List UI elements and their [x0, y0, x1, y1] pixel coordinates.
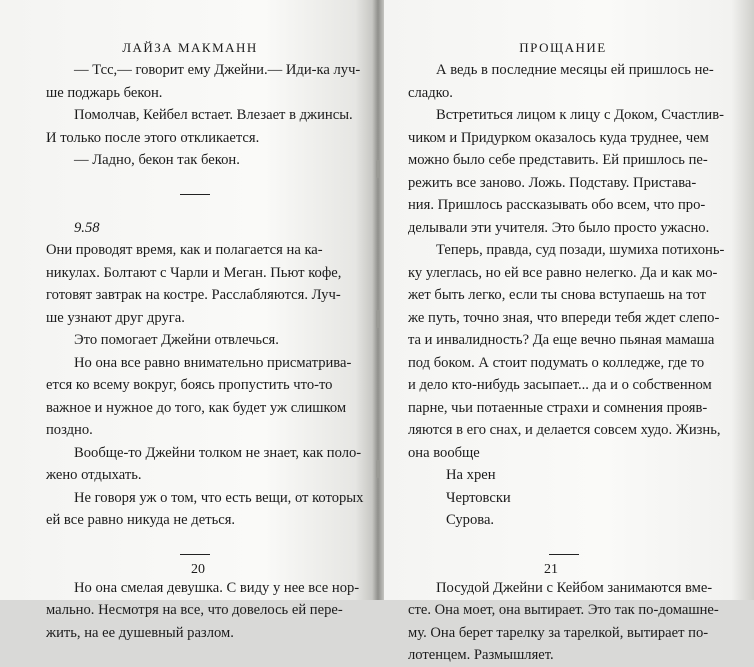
- left-page-body: [46, 59, 364, 644]
- page-number: 21: [544, 562, 558, 577]
- binding-stitch: [376, 310, 380, 328]
- poem-line: Сурова.: [446, 512, 495, 528]
- running-head-author: ЛАЙЗА МАКМАНН: [122, 40, 258, 55]
- text-line: ку улеглась, но ей все равно нелегко. Да и как мо-: [408, 264, 718, 281]
- text-line: Не говоря уж о том, что есть вещи, от которых: [74, 489, 364, 506]
- book-spine-gutter: [372, 0, 384, 600]
- text-line: поздно.: [46, 422, 93, 438]
- text-line: же путь, точно зная, что впереди тебя ждет слепо-: [408, 309, 720, 326]
- text-line: сладко.: [408, 84, 453, 101]
- text-line: делывали эти учителя. Это было просто ужасно.: [408, 219, 710, 236]
- page-number: 20: [191, 562, 205, 577]
- left-page: [0, 0, 378, 641]
- text-line: под боком. А стоит подумать о колледже, где то: [408, 354, 705, 371]
- text-line: Помолчав, Кейбел встает. Влезает в джинсы.: [74, 107, 353, 123]
- text-line: и дело кто-нибудь засыпает... да и о собственном: [408, 377, 712, 393]
- text-line: А ведь в последние месяцы ей пришлось не-: [436, 62, 714, 78]
- text-line: важное и нужное до того, как будет уж слишком: [46, 399, 347, 416]
- text-line: Это помогает Джейни отвлечься.: [74, 332, 279, 348]
- text-line: Они проводят время, как и полагается на ка-: [46, 242, 323, 258]
- binding-stitch: [376, 160, 380, 178]
- text-line: — Ладно, бекон так бекон.: [74, 152, 240, 168]
- text-line: ляются в его снах, и делается совсем худо. Жизнь,: [408, 422, 721, 438]
- text-line: Но она все равно внимательно присматрива-: [74, 354, 352, 371]
- text-line: никулах. Болтают с Чарли и Меган. Пьют кофе,: [46, 264, 342, 281]
- text-line: можно было себе представить. Ей пришлось пе-: [408, 152, 708, 168]
- text-line: Посудой Джейни с Кейбом занимаются вме-: [436, 579, 713, 596]
- text-line: Теперь, правда, суд позади, шумиха потихонь-: [436, 242, 725, 258]
- text-line: жено отдыхать.: [46, 467, 142, 483]
- text-line: жить, на ее душевный разлом.: [46, 624, 234, 641]
- text-line: лотенцем. Размышляет.: [408, 647, 554, 663]
- text-line: ния. Пришлось рассказывать обо всем, что про-: [408, 197, 706, 213]
- text-line: ется ко всему вокруг, боясь пропустить что-то: [46, 377, 333, 393]
- text-line: Но она смелая девушка. С виду у нее все нор-: [74, 579, 360, 596]
- text-line: му. Она берет тарелку за тарелкой, вытирает по-: [408, 624, 709, 641]
- text-line: она вообще: [408, 444, 480, 461]
- text-line: Встретиться лицом к лицу с Доком, Счастлив-: [436, 107, 724, 123]
- text-line: — Тсс,— говорит ему Джейни.— Иди-ка луч-: [74, 62, 361, 78]
- time-stamp: 9.58: [74, 219, 100, 236]
- right-page: [378, 0, 754, 663]
- poem-line: Чертовски: [446, 489, 511, 506]
- text-line: ше узнают друг друга.: [46, 309, 185, 326]
- text-line: мально. Несмотря на все, что довелось ей пере-: [46, 602, 343, 618]
- text-line: готовят завтрак на костре. Расслабляются. Луч-: [46, 287, 341, 303]
- text-line: Вообще-то Джейни толком не знает, как поло-: [74, 444, 362, 461]
- text-line: чиком и Придурком оказалось куда труднее, чем: [408, 129, 709, 146]
- text-line: ше поджарь бекон.: [46, 84, 163, 101]
- text-line: та и инвалидность? Да еще вечно пьяная мамаша: [408, 332, 715, 348]
- text-line: жет быть легко, если ты снова вступаешь на тот: [408, 287, 706, 303]
- section-separator: [46, 172, 344, 217]
- running-head-title: ПРОЩАНИЕ: [519, 40, 607, 55]
- poem-line: На хрен: [446, 467, 496, 483]
- text-line: И только после этого откликается.: [46, 129, 260, 146]
- text-line: сте. Она моет, она вытирает. Это так по-домашне-: [408, 602, 719, 618]
- binding-stitch: [376, 460, 380, 478]
- text-line: ей все равно никуда не деться.: [46, 512, 236, 528]
- text-line: режить все заново. Ложь. Подставу. Пристава-: [408, 174, 697, 191]
- text-line: парне, чьи потаенные страхи и сомнения прояв-: [408, 399, 708, 416]
